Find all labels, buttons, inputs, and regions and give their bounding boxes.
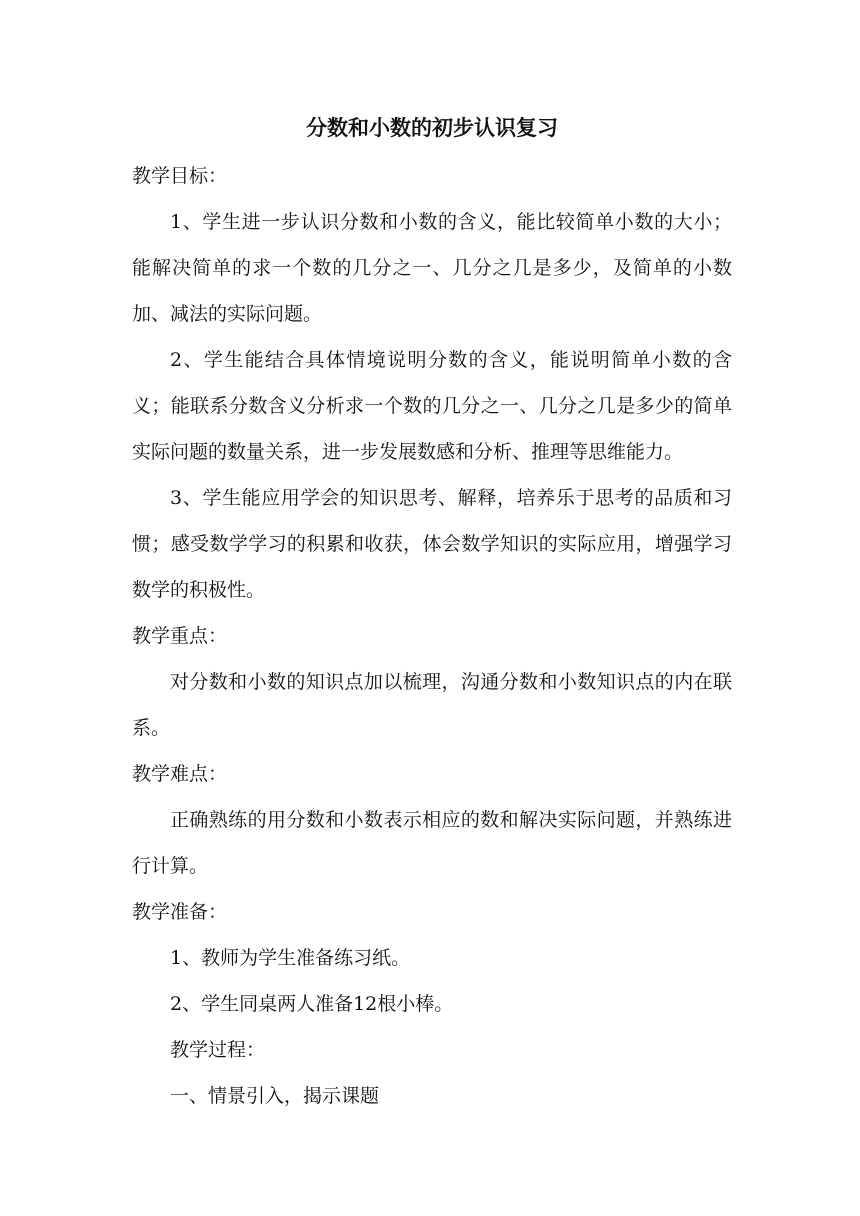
section-heading-objectives: 教学目标： bbox=[132, 165, 228, 187]
objective-item-2: 2、学生能结合具体情境说明分数的含义，能说明简单小数的含义；能联系分数含义分析求一个数的几分之一、几分之几是多少的简单实际问题的数量关系，进一步发展数感和分析、推理等思维能力。 bbox=[132, 349, 732, 463]
section-heading-key-points: 教学重点： bbox=[132, 625, 228, 647]
key-points-text: 对分数和小数的知识点加以梳理，沟通分数和小数知识点的内在联系。 bbox=[132, 671, 732, 739]
section-heading-process: 教学过程： bbox=[170, 1039, 266, 1061]
process-step-1: 一、情景引入，揭示课题 bbox=[170, 1085, 380, 1107]
preparation-item-2: 2、学生同桌两人准备12根小棒。 bbox=[170, 993, 454, 1015]
section-heading-difficulties: 教学难点： bbox=[132, 763, 228, 785]
objective-item-1: 1、学生进一步认识分数和小数的含义，能比较简单小数的大小；能解决简单的求一个数的几分之一、几分之几是多少，及简单的小数加、减法的实际问题。 bbox=[132, 211, 732, 325]
document-title: 分数和小数的初步认识复习 bbox=[306, 115, 558, 140]
objective-item-3: 3、学生能应用学会的知识思考、解释，培养乐于思考的品质和习惯；感受数学学习的积累和收获，体会数学知识的实际应用，增强学习数学的积极性。 bbox=[132, 487, 732, 601]
section-heading-preparation: 教学准备： bbox=[132, 901, 228, 923]
preparation-item-1: 1、教师为学生准备练习纸。 bbox=[170, 947, 411, 969]
difficulties-text: 正确熟练的用分数和小数表示相应的数和解决实际问题，并熟练进行计算。 bbox=[132, 809, 732, 877]
